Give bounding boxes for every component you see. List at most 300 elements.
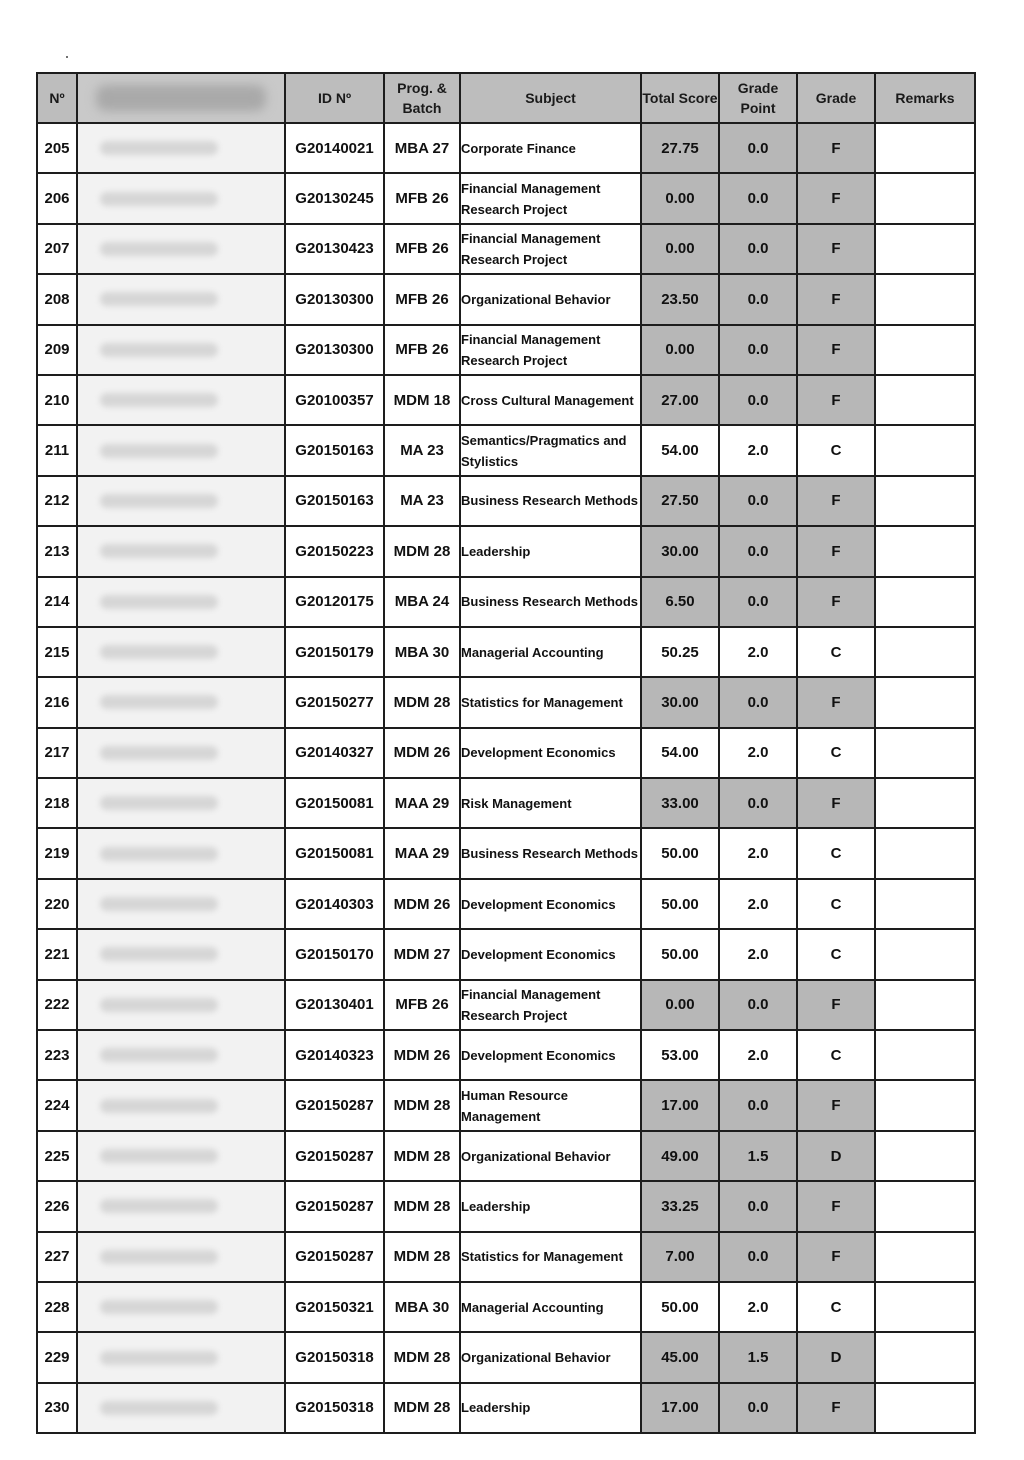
cell-id: G20140021 <box>285 123 384 173</box>
cell-subject: Corporate Finance <box>460 123 641 173</box>
cell-subject: Semantics/Pragmatics and Stylistics <box>460 425 641 475</box>
cell-subject: Organizational Behavior <box>460 274 641 324</box>
cell-no: 216 <box>37 677 77 727</box>
cell-total-score: 33.25 <box>641 1181 719 1231</box>
cell-no: 219 <box>37 828 77 878</box>
cell-grade: F <box>797 1383 875 1433</box>
cell-subject: Leadership <box>460 526 641 576</box>
cell-grade-point: 2.0 <box>719 1282 797 1332</box>
cell-prog-batch: MDM 27 <box>384 929 460 979</box>
cell-grade-point: 1.5 <box>719 1332 797 1382</box>
cell-total-score: 0.00 <box>641 173 719 223</box>
cell-total-score: 54.00 <box>641 728 719 778</box>
cell-total-score: 17.00 <box>641 1080 719 1130</box>
redaction-blur <box>100 192 218 206</box>
cell-name-redacted <box>77 1383 285 1433</box>
cell-prog-batch: MBA 24 <box>384 577 460 627</box>
cell-no: 209 <box>37 325 77 375</box>
cell-prog-batch: MDM 28 <box>384 1131 460 1181</box>
table-row <box>37 1080 975 1130</box>
redaction-blur <box>100 595 218 609</box>
cell-id: G20140323 <box>285 1030 384 1080</box>
header-no: Nº <box>37 73 77 123</box>
table-header-row <box>37 73 975 123</box>
cell-remarks <box>875 1181 975 1231</box>
cell-prog-batch: MFB 26 <box>384 274 460 324</box>
cell-prog-batch: MDM 28 <box>384 1080 460 1130</box>
cell-grade: C <box>797 1030 875 1080</box>
header-subject: Subject <box>460 73 641 123</box>
redaction-blur <box>100 645 218 659</box>
redaction-blur <box>100 746 218 760</box>
cell-no: 227 <box>37 1232 77 1282</box>
cell-name-redacted <box>77 274 285 324</box>
cell-total-score: 50.00 <box>641 929 719 979</box>
header-prog-batch: Prog. & Batch <box>384 73 460 123</box>
cell-id: G20150179 <box>285 627 384 677</box>
cell-subject: Leadership <box>460 1383 641 1433</box>
cell-grade: C <box>797 879 875 929</box>
cell-name-redacted <box>77 425 285 475</box>
cell-no: 213 <box>37 526 77 576</box>
cell-id: G20150223 <box>285 526 384 576</box>
cell-total-score: 49.00 <box>641 1131 719 1181</box>
cell-id: G20140327 <box>285 728 384 778</box>
cell-subject: Organizational Behavior <box>460 1332 641 1382</box>
cell-name-redacted <box>77 1232 285 1282</box>
header-name-redacted <box>77 73 285 123</box>
cell-total-score: 54.00 <box>641 425 719 475</box>
cell-total-score: 23.50 <box>641 274 719 324</box>
cell-remarks <box>875 1383 975 1433</box>
cell-total-score: 45.00 <box>641 1332 719 1382</box>
cell-no: 214 <box>37 577 77 627</box>
cell-name-redacted <box>77 224 285 274</box>
redaction-blur <box>100 1250 218 1264</box>
cell-name-redacted <box>77 325 285 375</box>
cell-prog-batch: MDM 26 <box>384 879 460 929</box>
cell-total-score: 30.00 <box>641 526 719 576</box>
cell-subject: Cross Cultural Management <box>460 375 641 425</box>
cell-id: G20130300 <box>285 325 384 375</box>
cell-total-score: 6.50 <box>641 577 719 627</box>
table-row <box>37 929 975 979</box>
redaction-blur <box>100 1048 218 1062</box>
cell-grade: F <box>797 677 875 727</box>
cell-prog-batch: MFB 26 <box>384 980 460 1030</box>
cell-prog-batch: MBA 27 <box>384 123 460 173</box>
cell-grade: C <box>797 828 875 878</box>
redaction-blur <box>100 897 218 911</box>
table-row <box>37 425 975 475</box>
cell-no: 208 <box>37 274 77 324</box>
cell-grade: F <box>797 1181 875 1231</box>
header-total-score: Total Score <box>641 73 719 123</box>
table-row <box>37 980 975 1030</box>
cell-id: G20100357 <box>285 375 384 425</box>
cell-grade: D <box>797 1332 875 1382</box>
cell-subject: Business Research Methods <box>460 828 641 878</box>
cell-no: 212 <box>37 476 77 526</box>
table-row <box>37 677 975 727</box>
cell-grade-point: 2.0 <box>719 879 797 929</box>
cell-grade: C <box>797 425 875 475</box>
cell-prog-batch: MDM 28 <box>384 1232 460 1282</box>
table-row <box>37 1030 975 1080</box>
cell-total-score: 53.00 <box>641 1030 719 1080</box>
cell-grade: F <box>797 274 875 324</box>
table-row <box>37 123 975 173</box>
redaction-blur <box>100 1149 218 1163</box>
cell-grade: C <box>797 728 875 778</box>
cell-grade: F <box>797 526 875 576</box>
cell-id: G20150287 <box>285 1232 384 1282</box>
cell-id: G20130401 <box>285 980 384 1030</box>
redaction-blur <box>100 444 218 458</box>
cell-grade-point: 0.0 <box>719 224 797 274</box>
redaction-blur <box>96 85 266 111</box>
header-grade: Grade <box>797 73 875 123</box>
cell-prog-batch: MDM 28 <box>384 677 460 727</box>
cell-total-score: 27.50 <box>641 476 719 526</box>
cell-prog-batch: MA 23 <box>384 425 460 475</box>
cell-prog-batch: MAA 29 <box>384 778 460 828</box>
cell-prog-batch: MDM 26 <box>384 728 460 778</box>
cell-no: 226 <box>37 1181 77 1231</box>
table-row <box>37 173 975 223</box>
table-row <box>37 1232 975 1282</box>
cell-id: G20150318 <box>285 1332 384 1382</box>
cell-no: 221 <box>37 929 77 979</box>
table-row <box>37 1131 975 1181</box>
cell-remarks <box>875 728 975 778</box>
cell-id: G20150277 <box>285 677 384 727</box>
cell-name-redacted <box>77 1131 285 1181</box>
cell-grade-point: 2.0 <box>719 828 797 878</box>
cell-remarks <box>875 1080 975 1130</box>
redaction-blur <box>100 796 218 810</box>
cell-total-score: 30.00 <box>641 677 719 727</box>
table-row <box>37 778 975 828</box>
cell-total-score: 0.00 <box>641 980 719 1030</box>
cell-grade-point: 2.0 <box>719 1030 797 1080</box>
cell-total-score: 0.00 <box>641 224 719 274</box>
cell-grade: F <box>797 1080 875 1130</box>
cell-id: G20120175 <box>285 577 384 627</box>
cell-name-redacted <box>77 1282 285 1332</box>
cell-grade-point: 1.5 <box>719 1131 797 1181</box>
cell-prog-batch: MDM 28 <box>384 1181 460 1231</box>
redaction-blur <box>100 343 218 357</box>
cell-grade: F <box>797 123 875 173</box>
cell-grade: F <box>797 224 875 274</box>
table-row <box>37 728 975 778</box>
cell-id: G20150081 <box>285 828 384 878</box>
cell-remarks <box>875 677 975 727</box>
cell-subject: Organizational Behavior <box>460 1131 641 1181</box>
cell-id: G20150287 <box>285 1080 384 1130</box>
cell-grade: D <box>797 1131 875 1181</box>
cell-grade-point: 0.0 <box>719 325 797 375</box>
table-body <box>37 123 975 1433</box>
cell-no: 224 <box>37 1080 77 1130</box>
cell-total-score: 17.00 <box>641 1383 719 1433</box>
cell-name-redacted <box>77 1332 285 1382</box>
cell-no: 205 <box>37 123 77 173</box>
cell-name-redacted <box>77 173 285 223</box>
cell-remarks <box>875 828 975 878</box>
cell-grade-point: 2.0 <box>719 929 797 979</box>
cell-remarks <box>875 425 975 475</box>
cell-subject: Financial Management Research Project <box>460 173 641 223</box>
cell-remarks <box>875 1282 975 1332</box>
scan-speck <box>66 56 68 58</box>
redaction-blur <box>100 947 218 961</box>
cell-id: G20150321 <box>285 1282 384 1332</box>
cell-subject: Financial Management Research Project <box>460 224 641 274</box>
cell-remarks <box>875 1030 975 1080</box>
results-table <box>36 72 976 1434</box>
cell-name-redacted <box>77 1080 285 1130</box>
cell-subject: Risk Management <box>460 778 641 828</box>
table-row <box>37 274 975 324</box>
cell-grade: F <box>797 980 875 1030</box>
cell-id: G20130245 <box>285 173 384 223</box>
cell-grade-point: 0.0 <box>719 375 797 425</box>
cell-prog-batch: MFB 26 <box>384 325 460 375</box>
table-row <box>37 879 975 929</box>
cell-grade-point: 0.0 <box>719 1181 797 1231</box>
results-table-container <box>36 72 974 1434</box>
header-remarks: Remarks <box>875 73 975 123</box>
cell-total-score: 50.00 <box>641 1282 719 1332</box>
table-row <box>37 828 975 878</box>
cell-prog-batch: MDM 28 <box>384 1332 460 1382</box>
cell-grade: F <box>797 375 875 425</box>
cell-remarks <box>875 375 975 425</box>
cell-name-redacted <box>77 677 285 727</box>
cell-no: 217 <box>37 728 77 778</box>
cell-remarks <box>875 173 975 223</box>
cell-total-score: 0.00 <box>641 325 719 375</box>
cell-no: 220 <box>37 879 77 929</box>
table-row <box>37 1332 975 1382</box>
cell-total-score: 27.00 <box>641 375 719 425</box>
cell-name-redacted <box>77 577 285 627</box>
cell-subject: Financial Management Research Project <box>460 980 641 1030</box>
cell-grade-point: 0.0 <box>719 577 797 627</box>
cell-grade-point: 2.0 <box>719 728 797 778</box>
cell-id: G20150318 <box>285 1383 384 1433</box>
cell-grade: F <box>797 325 875 375</box>
redaction-blur <box>100 1099 218 1113</box>
cell-name-redacted <box>77 778 285 828</box>
redaction-blur <box>100 494 218 508</box>
cell-remarks <box>875 778 975 828</box>
table-row <box>37 627 975 677</box>
cell-subject: Development Economics <box>460 879 641 929</box>
cell-prog-batch: MFB 26 <box>384 173 460 223</box>
cell-grade: C <box>797 627 875 677</box>
cell-grade-point: 0.0 <box>719 1232 797 1282</box>
cell-subject: Development Economics <box>460 728 641 778</box>
redaction-blur <box>100 1199 218 1213</box>
cell-remarks <box>875 274 975 324</box>
cell-id: G20130300 <box>285 274 384 324</box>
cell-name-redacted <box>77 728 285 778</box>
table-row <box>37 526 975 576</box>
cell-name-redacted <box>77 123 285 173</box>
cell-no: 222 <box>37 980 77 1030</box>
cell-subject: Development Economics <box>460 1030 641 1080</box>
cell-total-score: 50.00 <box>641 828 719 878</box>
cell-id: G20150163 <box>285 476 384 526</box>
cell-subject: Business Research Methods <box>460 577 641 627</box>
cell-remarks <box>875 627 975 677</box>
cell-grade-point: 0.0 <box>719 173 797 223</box>
cell-prog-batch: MDM 18 <box>384 375 460 425</box>
cell-remarks <box>875 980 975 1030</box>
redaction-blur <box>100 544 218 558</box>
cell-grade-point: 0.0 <box>719 1383 797 1433</box>
cell-id: G20150287 <box>285 1131 384 1181</box>
cell-name-redacted <box>77 526 285 576</box>
cell-grade-point: 0.0 <box>719 778 797 828</box>
table-row <box>37 224 975 274</box>
cell-grade-point: 2.0 <box>719 425 797 475</box>
cell-grade-point: 0.0 <box>719 526 797 576</box>
cell-grade: F <box>797 577 875 627</box>
cell-remarks <box>875 123 975 173</box>
cell-no: 223 <box>37 1030 77 1080</box>
table-row <box>37 375 975 425</box>
cell-prog-batch: MA 23 <box>384 476 460 526</box>
header-grade-point: Grade Point <box>719 73 797 123</box>
cell-grade: F <box>797 1232 875 1282</box>
redaction-blur <box>100 1401 218 1415</box>
cell-name-redacted <box>77 1030 285 1080</box>
cell-id: G20150081 <box>285 778 384 828</box>
cell-total-score: 50.25 <box>641 627 719 677</box>
cell-name-redacted <box>77 828 285 878</box>
cell-no: 207 <box>37 224 77 274</box>
table-row <box>37 1181 975 1231</box>
cell-no: 218 <box>37 778 77 828</box>
cell-grade-point: 0.0 <box>719 274 797 324</box>
redaction-blur <box>100 1300 218 1314</box>
header-id: ID Nº <box>285 73 384 123</box>
cell-id: G20150163 <box>285 425 384 475</box>
cell-prog-batch: MAA 29 <box>384 828 460 878</box>
table-row <box>37 1282 975 1332</box>
redaction-blur <box>100 847 218 861</box>
cell-subject: Development Economics <box>460 929 641 979</box>
redaction-blur <box>100 1351 218 1365</box>
cell-grade: F <box>797 173 875 223</box>
cell-remarks <box>875 577 975 627</box>
cell-name-redacted <box>77 1181 285 1231</box>
cell-subject: Statistics for Management <box>460 677 641 727</box>
cell-no: 230 <box>37 1383 77 1433</box>
cell-prog-batch: MDM 28 <box>384 1383 460 1433</box>
redaction-blur <box>100 998 218 1012</box>
cell-remarks <box>875 879 975 929</box>
cell-name-redacted <box>77 929 285 979</box>
cell-name-redacted <box>77 375 285 425</box>
cell-remarks <box>875 1232 975 1282</box>
cell-prog-batch: MFB 26 <box>384 224 460 274</box>
cell-prog-batch: MBA 30 <box>384 627 460 677</box>
cell-remarks <box>875 476 975 526</box>
cell-id: G20140303 <box>285 879 384 929</box>
redaction-blur <box>100 141 218 155</box>
cell-grade-point: 2.0 <box>719 627 797 677</box>
cell-no: 211 <box>37 425 77 475</box>
cell-no: 210 <box>37 375 77 425</box>
cell-id: G20150287 <box>285 1181 384 1231</box>
cell-grade-point: 0.0 <box>719 476 797 526</box>
cell-prog-batch: MDM 26 <box>384 1030 460 1080</box>
cell-name-redacted <box>77 879 285 929</box>
cell-no: 215 <box>37 627 77 677</box>
cell-name-redacted <box>77 980 285 1030</box>
cell-grade: F <box>797 476 875 526</box>
cell-id: G20150170 <box>285 929 384 979</box>
cell-total-score: 33.00 <box>641 778 719 828</box>
cell-no: 225 <box>37 1131 77 1181</box>
table-row <box>37 1383 975 1433</box>
cell-subject: Financial Management Research Project <box>460 325 641 375</box>
cell-remarks <box>875 1131 975 1181</box>
cell-prog-batch: MBA 30 <box>384 1282 460 1332</box>
cell-grade: C <box>797 1282 875 1332</box>
cell-subject: Managerial Accounting <box>460 627 641 677</box>
redaction-blur <box>100 292 218 306</box>
cell-subject: Business Research Methods <box>460 476 641 526</box>
cell-name-redacted <box>77 476 285 526</box>
table-row <box>37 325 975 375</box>
cell-remarks <box>875 929 975 979</box>
table-row <box>37 476 975 526</box>
redaction-blur <box>100 695 218 709</box>
cell-remarks <box>875 1332 975 1382</box>
cell-grade-point: 0.0 <box>719 980 797 1030</box>
cell-grade-point: 0.0 <box>719 123 797 173</box>
cell-no: 228 <box>37 1282 77 1332</box>
cell-name-redacted <box>77 627 285 677</box>
cell-remarks <box>875 224 975 274</box>
cell-id: G20130423 <box>285 224 384 274</box>
cell-subject: Managerial Accounting <box>460 1282 641 1332</box>
cell-total-score: 7.00 <box>641 1232 719 1282</box>
table-row <box>37 577 975 627</box>
redaction-blur <box>100 393 218 407</box>
cell-grade: C <box>797 929 875 979</box>
redaction-blur <box>100 242 218 256</box>
cell-subject: Human Resource Management <box>460 1080 641 1130</box>
cell-grade-point: 0.0 <box>719 677 797 727</box>
cell-total-score: 27.75 <box>641 123 719 173</box>
cell-remarks <box>875 325 975 375</box>
cell-grade-point: 0.0 <box>719 1080 797 1130</box>
cell-no: 206 <box>37 173 77 223</box>
cell-no: 229 <box>37 1332 77 1382</box>
cell-grade: F <box>797 778 875 828</box>
cell-remarks <box>875 526 975 576</box>
cell-subject: Statistics for Management <box>460 1232 641 1282</box>
cell-total-score: 50.00 <box>641 879 719 929</box>
cell-prog-batch: MDM 28 <box>384 526 460 576</box>
